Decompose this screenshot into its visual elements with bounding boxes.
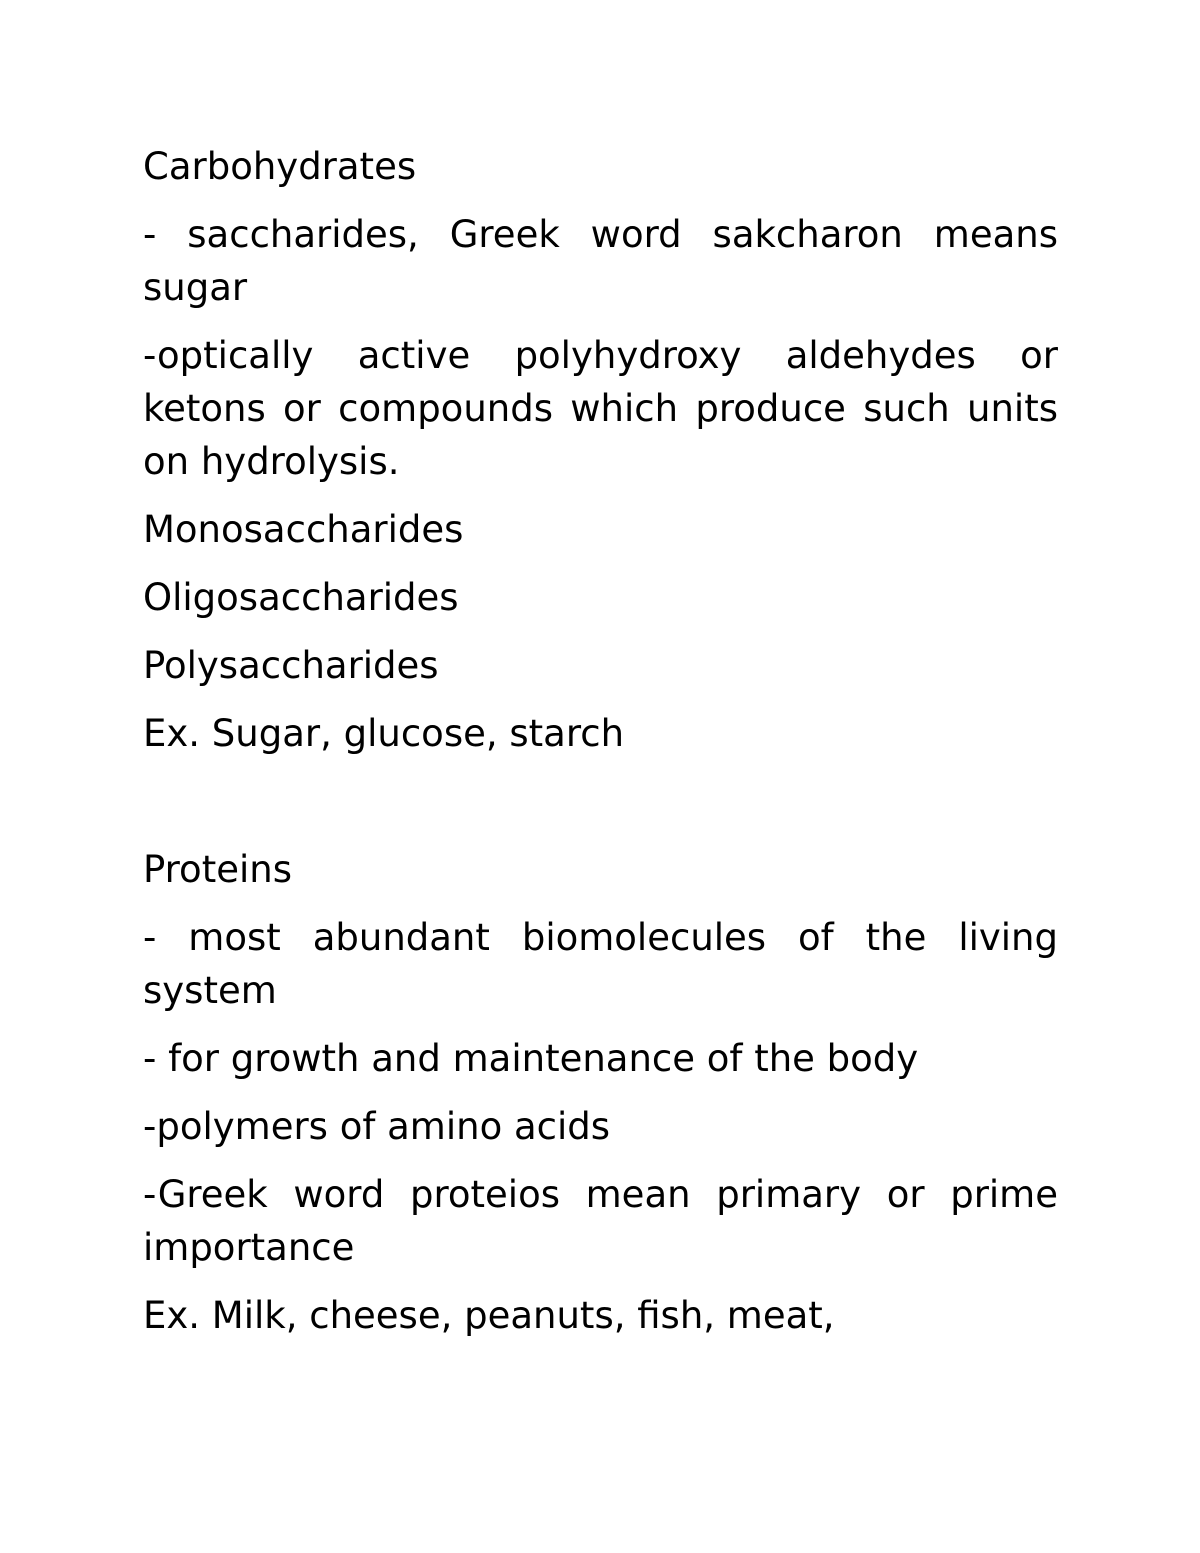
carbohydrates-definition: - saccharides, Greek word sakcharon means sugar: [143, 213, 1058, 309]
carbohydrates-heading: Carbohydrates: [143, 145, 417, 188]
carbohydrates-type-monosaccharides: Monosaccharides: [143, 508, 464, 551]
document-page: [143, 140, 1058, 1357]
carbohydrates-type-polysaccharides: Polysaccharides: [143, 644, 439, 687]
proteins-composition: -polymers of amino acids: [143, 1105, 611, 1148]
carbohydrates-type-oligosaccharides: Oligosaccharides: [143, 576, 459, 619]
proteins-definition: - most abundant biomolecules of the living system: [143, 916, 1058, 1012]
proteins-heading: Proteins: [143, 848, 292, 891]
proteins-etymology: -Greek word proteios mean primary or prime importance: [143, 1173, 1058, 1269]
section-spacer: [143, 775, 1058, 828]
carbohydrates-example: Ex. Sugar, glucose, starch: [143, 712, 625, 755]
proteins-function: - for growth and maintenance of the body: [143, 1037, 919, 1080]
proteins-example: Ex. Milk, cheese, peanuts, fish, meat,: [143, 1294, 835, 1337]
carbohydrates-description: -optically active polyhydroxy aldehydes or ketons or compounds which produce such units on hydrolysis.: [143, 334, 1058, 483]
